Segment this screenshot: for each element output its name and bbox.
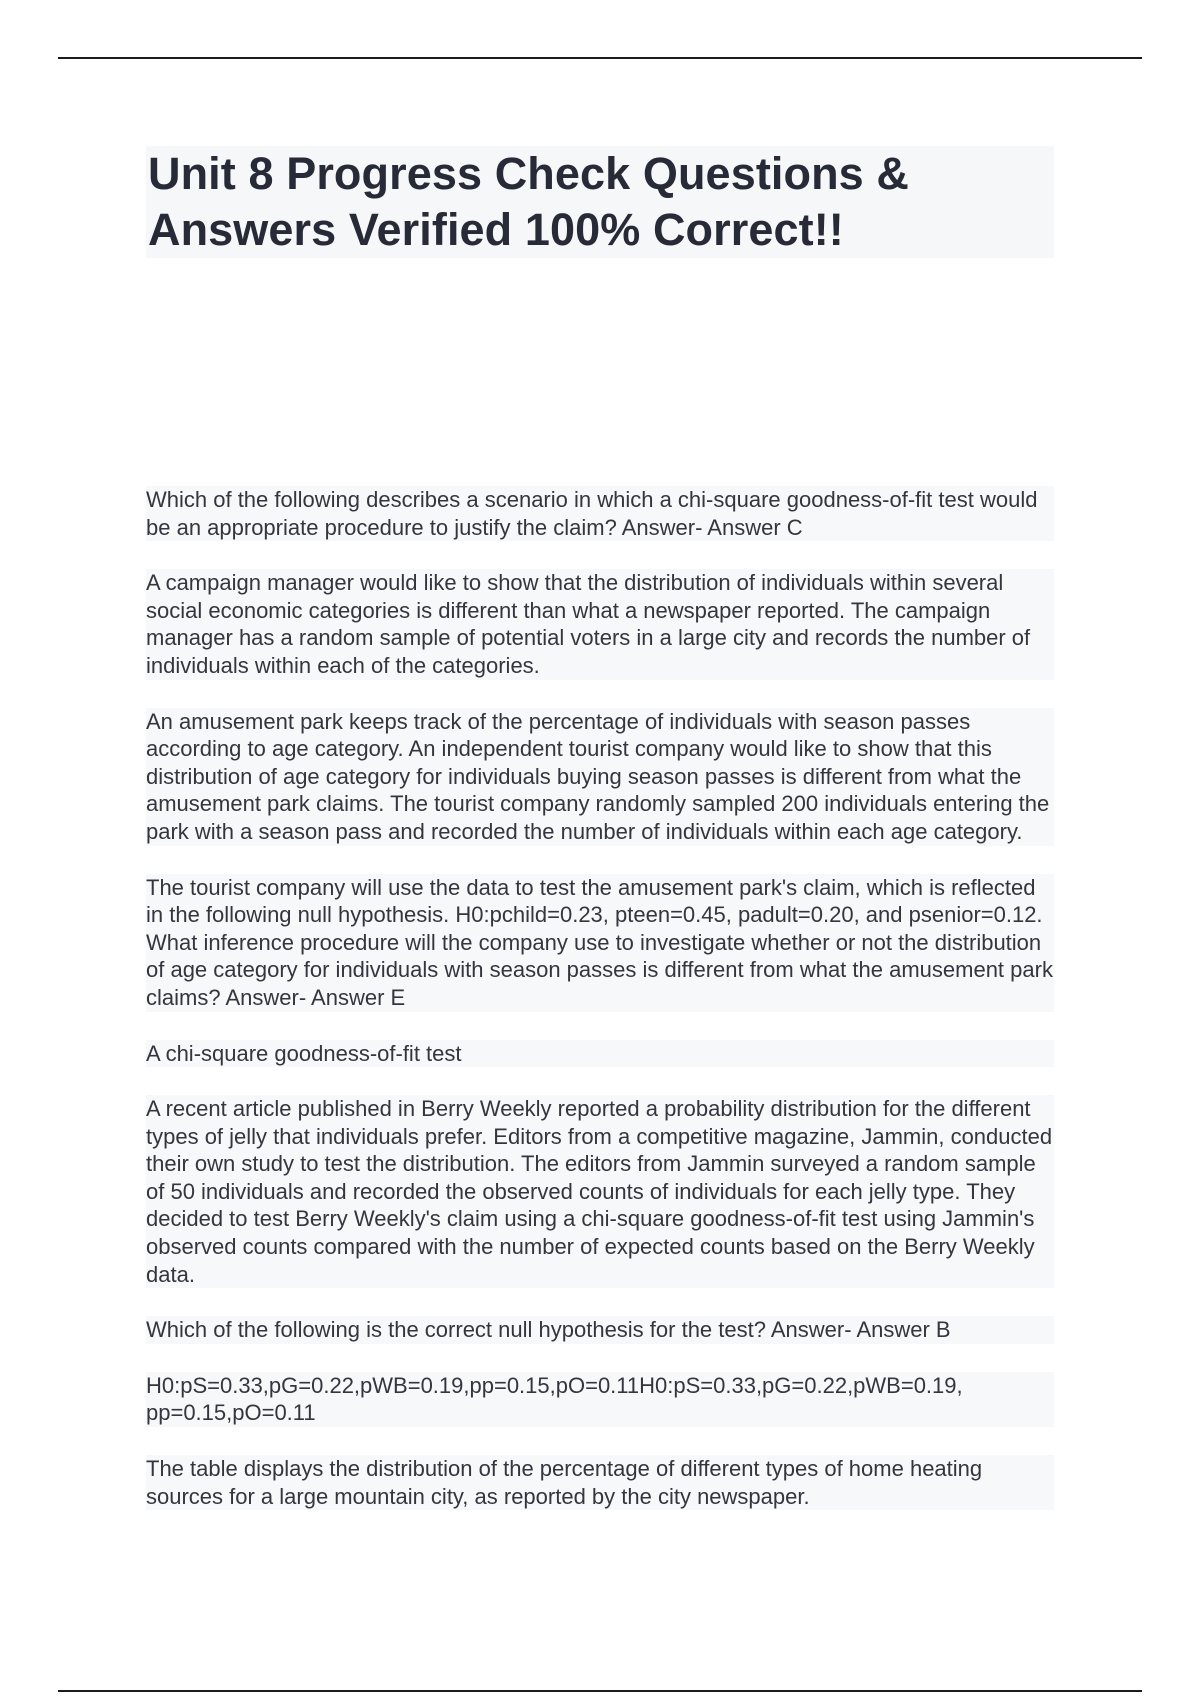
paragraph-berry-weekly: A recent article published in Berry Weekly reported a probability distribution for the different types of jelly that individuals prefer. Editors from a competitive magazine, Jammin, conducted their own study to test the distribution. The editors from Jammin surveyed a random sample of 50 individuals and recorded the observed counts of individuals for each jelly type. They decided to test Berry Weekly's claim using a chi-square goodness-of-fit test using Jammin's observed counts compared with the number of expected counts based on the Berry Weekly data.: [146, 1096, 1053, 1287]
question-2: The tourist company will use the data to test the amusement park's claim, which is reflected in the following null hypothesis. H0:pchild=0.23, pteen=0.45, padult=0.20, and psenior=0.12. What inference procedure will the company use to investigate whether or not the distribution of age category for individuals with season passes is different from what the amusement park claims? Answer- Answer E: [146, 874, 1053, 1010]
bottom-rule: [58, 1690, 1142, 1692]
paragraph-heating-sources: The table displays the distribution of the percentage of different types of home heating sources for a large mountain city, as reported by the city newspaper.: [146, 1455, 1054, 1510]
document-title: Unit 8 Progress Check Questions & Answers Verified 100% Correct!!: [148, 148, 910, 255]
document-body: [146, 486, 1054, 1510]
question-3: Which of the following is the correct null hypothesis for the test? Answer- Answer B: [146, 1316, 1054, 1344]
title-block: [146, 146, 1054, 258]
paragraph-campaign-manager: A campaign manager would like to show that the distribution of individuals within several social economic categories is different than what a newspaper reported. The campaign manager has a random sample of potential voters in a large city and records the number of individuals within each of the categories.: [146, 569, 1054, 679]
answer-3-hypothesis: H0:pS=0.33,pG=0.22,pWB=0.19,pp=0.15,pO=0.11H0:pS=0.33,pG=0.22,pWB=0.19, pp=0.15,pO=0.11: [146, 1372, 1054, 1427]
question-1: Which of the following describes a scenario in which a chi-square goodness-of-fit test would be an appropriate procedure to justify the claim? Answer- Answer C: [146, 486, 1054, 541]
page-content: [146, 146, 1054, 1538]
answer-2: A chi-square goodness-of-fit test: [146, 1040, 1054, 1068]
top-rule: [58, 57, 1142, 59]
paragraph-amusement-park: An amusement park keeps track of the percentage of individuals with season passes according to age category. An independent tourist company would like to show that this distribution of age category for individuals buying season passes is different from what the amusement park claims. The tourist company randomly sampled 200 individuals entering the park with a season pass and recorded the number of individuals within each age category.: [146, 708, 1054, 846]
